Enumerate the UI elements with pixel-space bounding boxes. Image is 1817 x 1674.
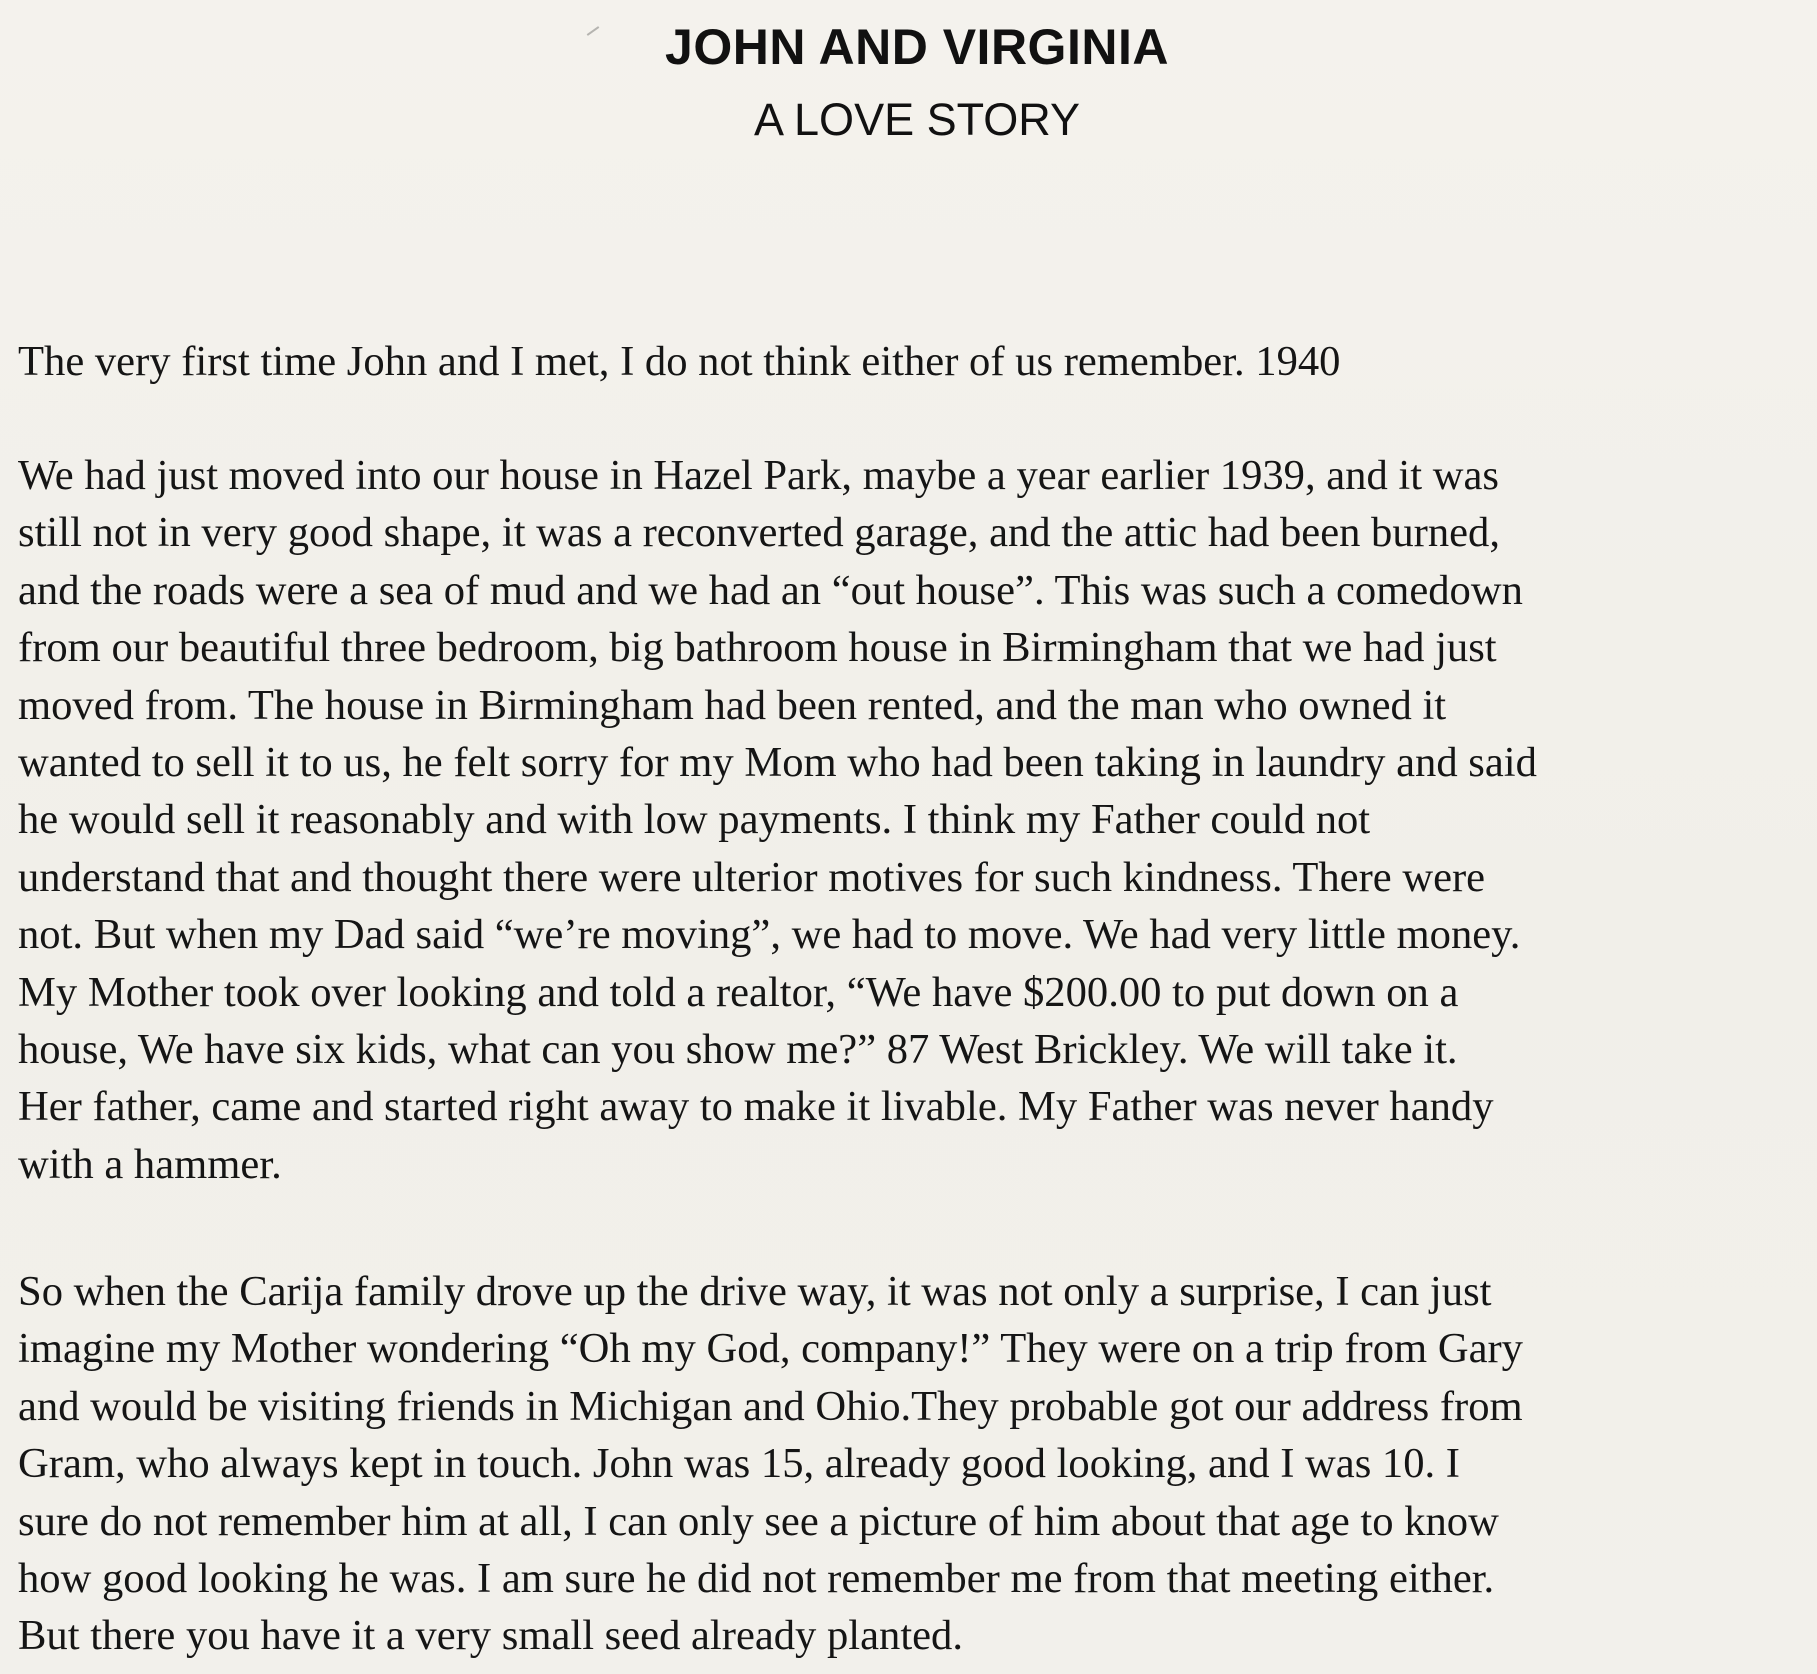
document-subtitle: A LOVE STORY xyxy=(754,94,1080,145)
paragraph-2: We had just moved into our house in Hazel Park, maybe a year earlier 1939, and it was still not in very good shape, it was a reconverted garage, and the attic had been burned, and the roads were a sea of mud and we had an “out house”. This was such a comedown from our beautiful three bedroom, big bathroom house in Birmingham that we had just moved from. The house in Birmingham had been rented, and the man who owned it wanted to sell it to us, he felt sorry for my Mom who had been taking in laundry and said he would sell it reasonably and with low payments. I think my Father could not understand that and thought there were ulterior motives for such kindness. There were not. But when my Dad said “we’re moving”, we had to move. We had very little money. My Mother took over looking and told a realtor, “We have $200.00 to put down on a house, We have six kids, what can you show me?” 87 West Brickley. We will take it. Her father, came and started right away to make it livable. My Father was never handy with a hammer. xyxy=(18,452,1537,1188)
document-title: JOHN AND VIRGINIA xyxy=(665,19,1169,75)
paragraph-3: So when the Carija family drove up the drive way, it was not only a surprise, I can just imagine my Mother wondering “Oh my God, company!” They were on a trip from Gary and would be visiting friends in Michigan and Ohio.They probable got our address from Gram, who always kept in touch. John was 15, already good looking, and I was 10. I sure do not remember him at all, I can only see a picture of him about that age to know how good looking he was. I am sure he did not remember me from that meeting either. But there you have it a very small seed already planted. xyxy=(18,1268,1523,1660)
paragraph-1: The very first time John and I met, I do not think either of us remember. 1940 xyxy=(18,338,1341,385)
